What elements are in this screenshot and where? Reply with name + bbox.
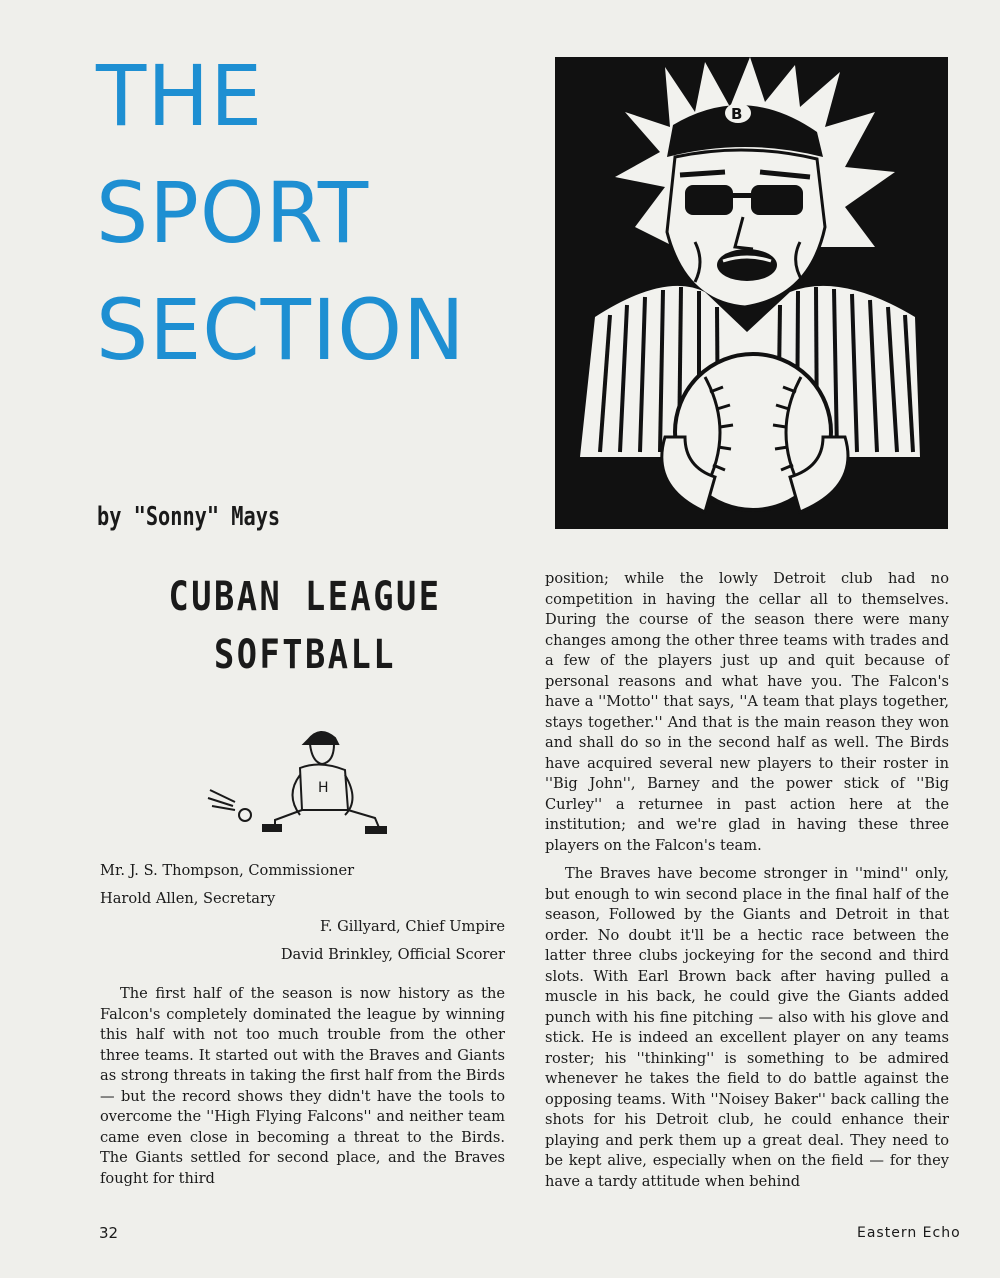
article-title-line-2: SOFTBALL xyxy=(214,632,396,678)
body-paragraph-1-continued: position; while the lowly Detroit club had no competition in having the cellar all to themselves. During the course of the season there were many changes among the other three teams with trades and a few of the players just up and quit because of personal reasons and what have you. The Falcon's have a ''Motto'' that says, ''A team that plays together, stays together.'' And that is the main reason they won and shall do so in the second half as well. The Birds have acquired several new players to their roster in ''Big John'', Barney and the power stick of ''Big Curley'' a returnee in past action here at the institution; and we're glad in having these three players on the Falcon's team. xyxy=(545,570,949,854)
jersey-letter: H xyxy=(318,780,329,796)
byline: by "Sonny" Mays xyxy=(97,502,281,532)
staff-secretary: Harold Allen, Secretary xyxy=(100,890,276,907)
section-headline xyxy=(96,38,466,389)
publication-name: Eastern Echo xyxy=(857,1225,961,1241)
cap-letter: B xyxy=(731,105,743,123)
staff-commissioner: Mr. J. S. Thompson, Commissioner xyxy=(100,862,355,879)
softball-icon xyxy=(239,809,251,821)
headline-line-3: SECTION xyxy=(96,281,466,379)
article-title xyxy=(141,568,469,684)
headline-line-2: SPORT xyxy=(96,164,370,262)
body-paragraph-2: The Braves have become stronger in ''mind'' only, but enough to win second place in the final half of the season, Followed by the Giants and Detroit in that order. No doubt it'll be a hectic race between the latter three clubs jockeying for the second and third slots. With Earl Brown back after having pulled a muscle in his back, he could give the Giants added punch with his fine pitching — also with his glove and stick. He is indeed an excellent player on any teams roster; his ''thinking'' is something to be admired whenever he takes the field to do battle against the opposing teams. With ''Noisey Baker'' back calling the shots for his Detroit club, he could enhance their playing and perk them up a great deal. They need to be kept alive, especially when on the field — for they have a tardy attitude when behind xyxy=(545,865,949,1190)
staff-umpire: F. Gillyard, Chief Umpire xyxy=(319,918,505,935)
body-paragraph-1: The first half of the season is now history as the Falcon's completely dominated the league by winning this half with not too much trouble from the other three teams. It started out with the Braves and Giants as strong threats in taking the first half from the Birds — but the record shows they didn't have the tools to overcome the ''High Flying Falcons'' and neither team came even close in becoming a threat to the Birds. The Giants settled for second place, and the Braves fought for third xyxy=(100,985,505,1187)
article-title-line-1: CUBAN LEAGUE xyxy=(168,574,442,620)
staff-scorer: David Brinkley, Official Scorer xyxy=(280,946,505,963)
article-column-right xyxy=(545,569,949,1192)
page-number: 32 xyxy=(99,1224,119,1242)
article-column-left xyxy=(100,984,505,1189)
softball-player-sketch xyxy=(200,720,410,840)
umpire-woodcut-illustration xyxy=(555,57,948,529)
headline-line-1: THE xyxy=(96,47,264,145)
